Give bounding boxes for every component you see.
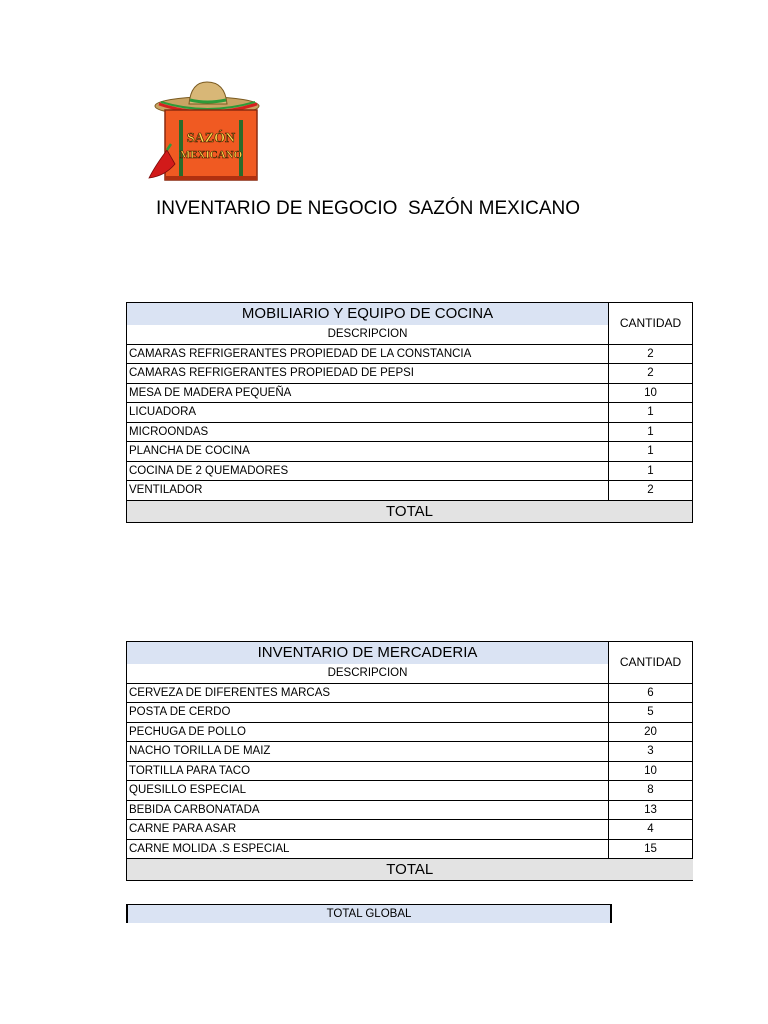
item-desc: TORTILLA PARA TACO (127, 761, 609, 781)
item-desc: PLANCHA DE COCINA (127, 442, 609, 462)
table-row (127, 364, 693, 384)
table-row (127, 820, 693, 840)
desc-header: DESCRIPCION (127, 325, 609, 344)
item-desc: VENTILADOR (127, 481, 609, 501)
table-row (127, 742, 693, 762)
table-row (127, 703, 693, 723)
item-desc: MICROONDAS (127, 422, 609, 442)
item-qty: 1 (609, 403, 693, 423)
svg-text:MEXICANO: MEXICANO (179, 149, 243, 161)
table-row (127, 722, 693, 742)
item-desc: POSTA DE CERDO (127, 703, 609, 723)
item-desc: MESA DE MADERA PEQUEÑA (127, 383, 609, 403)
total-row: TOTAL (127, 500, 693, 522)
item-qty: 2 (609, 481, 693, 501)
item-qty: 13 (609, 800, 693, 820)
table-row (127, 683, 693, 703)
item-qty: 8 (609, 781, 693, 801)
document-title: INVENTARIO DE NEGOCIO SAZÓN MEXICANO (156, 198, 581, 219)
item-desc: QUESILLO ESPECIAL (127, 781, 609, 801)
table-row (127, 839, 693, 859)
item-qty: 10 (609, 383, 693, 403)
table-row (127, 383, 693, 403)
item-qty: 4 (609, 820, 693, 840)
table-section-title: MOBILIARIO Y EQUIPO DE COCINA (127, 303, 609, 326)
item-qty: 2 (609, 344, 693, 364)
qty-header: CANTIDAD (609, 303, 693, 345)
table-row (127, 481, 693, 501)
qty-header: CANTIDAD (609, 642, 693, 684)
sazon-mexicano-logo (145, 80, 265, 184)
item-qty: 1 (609, 442, 693, 462)
item-desc: CAMARAS REFRIGERANTES PROPIEDAD DE PEPSI (127, 364, 609, 384)
item-qty: 5 (609, 703, 693, 723)
item-desc: COCINA DE 2 QUEMADORES (127, 461, 609, 481)
item-desc: PECHUGA DE POLLO (127, 722, 609, 742)
table-row (127, 403, 693, 423)
item-desc: CERVEZA DE DIFERENTES MARCAS (127, 683, 609, 703)
item-qty: 1 (609, 422, 693, 442)
table-row (127, 344, 693, 364)
item-desc: NACHO TORILLA DE MAIZ (127, 742, 609, 762)
table-row (127, 781, 693, 801)
item-qty: 6 (609, 683, 693, 703)
table-row (127, 422, 693, 442)
merchandise-table (126, 641, 693, 881)
item-qty: 20 (609, 722, 693, 742)
item-desc: CARNE MOLIDA .S ESPECIAL (127, 839, 609, 859)
item-desc: CARNE PARA ASAR (127, 820, 609, 840)
table-row (127, 461, 693, 481)
item-qty: 15 (609, 839, 693, 859)
table-row (127, 800, 693, 820)
item-desc: BEBIDA CARBONATADA (127, 800, 609, 820)
kitchen-equipment-table (126, 302, 693, 523)
table-row (127, 761, 693, 781)
table-section-title: INVENTARIO DE MERCADERIA (127, 642, 609, 665)
item-qty: 3 (609, 742, 693, 762)
global-total-label: TOTAL GLOBAL (126, 904, 612, 923)
item-qty: 2 (609, 364, 693, 384)
item-desc: CAMARAS REFRIGERANTES PROPIEDAD DE LA CONSTANCIA (127, 344, 609, 364)
item-desc: LICUADORA (127, 403, 609, 423)
item-qty: 10 (609, 761, 693, 781)
desc-header: DESCRIPCION (127, 664, 609, 683)
total-row: TOTAL (127, 859, 693, 881)
item-qty: 1 (609, 461, 693, 481)
svg-text:SAZÓN: SAZÓN (186, 131, 236, 146)
table-row (127, 442, 693, 462)
